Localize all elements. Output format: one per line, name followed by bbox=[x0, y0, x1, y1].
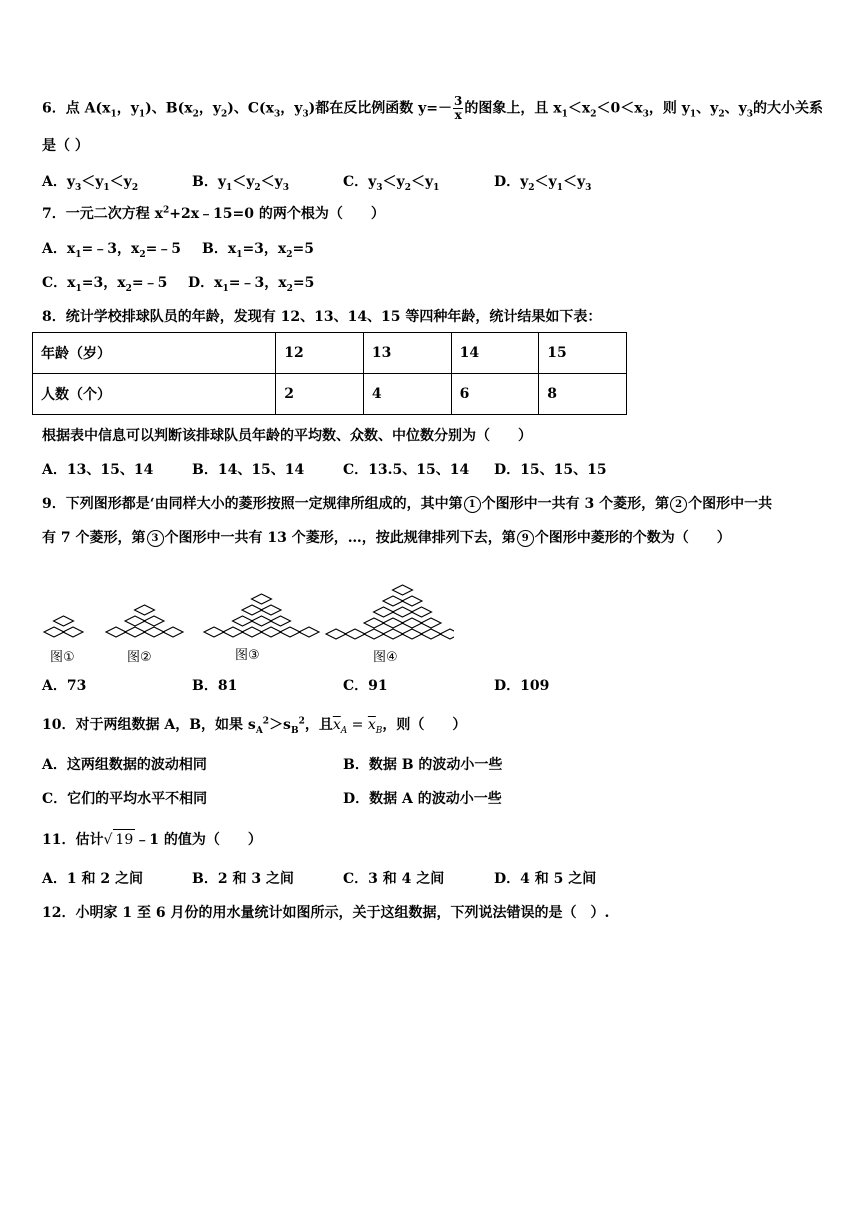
q6-option-b[interactable]: B．$y_1<y_2<y_3$ bbox=[192, 174, 290, 193]
q10-option-d[interactable]: D．数据 A 的波动小一些 bbox=[343, 791, 502, 807]
circled-number: 3 bbox=[147, 530, 164, 547]
rhombus-shape bbox=[402, 618, 422, 628]
q6-option-a[interactable]: A．$y_3<y_1<y_2$ bbox=[42, 174, 139, 193]
rhombus-shape bbox=[204, 627, 224, 637]
rhombus-shape bbox=[242, 627, 262, 637]
sqrt-icon: √ bbox=[103, 832, 113, 848]
rhombus-shape bbox=[135, 605, 155, 615]
q9-option-a[interactable]: A．73 bbox=[42, 678, 87, 694]
q6-stem-line2: 是（ ） bbox=[42, 138, 89, 154]
rhombus-shape bbox=[252, 616, 272, 626]
mean-a: $\overline{x}$ bbox=[332, 717, 341, 733]
circled-number: 2 bbox=[670, 496, 687, 513]
q9-stem-line2: 有 7 个菱形，第 3 个图形中一共有 13 个菱形，…，按此规律排列下去，第 9 个图形中菱形的个数为（ ） bbox=[42, 530, 731, 546]
rhombus-shape bbox=[421, 629, 441, 639]
rhombus-shape bbox=[163, 627, 183, 637]
rhombus-shape bbox=[364, 629, 384, 639]
q9-stem: 9．下列图形都是‘由同样大小的菱形按照一定规律所组成的，其中第 1 个图形中一共有 3 个菱形，第 2 个图形中一共 bbox=[42, 496, 773, 512]
q8-option-a[interactable]: A．13、15、14 bbox=[42, 462, 154, 478]
rhombus-shape bbox=[299, 627, 319, 637]
rhombus-shape bbox=[280, 627, 300, 637]
rhombus-shape bbox=[393, 585, 413, 595]
q6-stem: 6．点 $A(x_1$，$y_1$)、$B(x_2$，$y_2$)、$C(x_3$，$y_3$)都在反比例函数 y=－ $\frac{3}{x}$ 的图象上，且 $x_1<x_2<0<x_3$，则 $y_1$、$y_2$、$y_3$的大小关系 bbox=[42, 94, 823, 122]
table-row bbox=[33, 374, 627, 415]
q6-fraction: $\frac{3}{x}$ bbox=[454, 94, 463, 122]
rhombus-shape bbox=[412, 607, 432, 617]
q7-option-c[interactable]: C．$x_1=3$，$x_2=﹣5$ bbox=[42, 275, 168, 294]
rhombus-shape bbox=[326, 629, 346, 639]
rhombus-shape bbox=[233, 616, 253, 626]
rhombus-shape bbox=[44, 627, 64, 637]
table-row bbox=[33, 333, 627, 374]
table-cell: 年龄（岁） bbox=[33, 333, 276, 374]
q12-stem: 12．小明家 1 至 6 月份的用水量统计如图所示，关于这组数据，下列说法错误的是（ ）. bbox=[42, 905, 610, 921]
q10-stem: 10．对于两组数据 A，B，如果 $s_A^2>s_B^2$，且$\overline{x}_A = \overline{x}_B$，则（ ） bbox=[42, 716, 467, 736]
q9-option-c[interactable]: C．91 bbox=[343, 678, 388, 694]
age-table bbox=[32, 332, 627, 415]
q8-option-d[interactable]: D．15、15、15 bbox=[494, 462, 607, 478]
q10-option-a[interactable]: A．这两组数据的波动相同 bbox=[42, 757, 207, 773]
table-cell: 4 bbox=[363, 374, 451, 415]
figure-label: 图① bbox=[50, 650, 75, 665]
q7-option-a[interactable]: A．$x_1=﹣3$，$x_2=﹣5$ bbox=[42, 241, 182, 260]
table-cell: 12 bbox=[276, 333, 364, 374]
q11-option-b[interactable]: B．2 和 3 之间 bbox=[192, 871, 294, 887]
table-cell: 13 bbox=[363, 333, 451, 374]
q6-option-c[interactable]: C．$y_3<y_2<y_1$ bbox=[343, 174, 440, 193]
figure-label: 图④ bbox=[373, 650, 398, 665]
q8-question: 根据表中信息可以判断该排球队员年龄的平均数、众数、中位数分别为（ ） bbox=[42, 428, 532, 444]
rhombus-shape bbox=[374, 607, 394, 617]
rhombus-shape bbox=[125, 627, 145, 637]
q8-option-c[interactable]: C．13.5、15、14 bbox=[343, 462, 470, 478]
rhombus-shape bbox=[421, 618, 441, 628]
rhombus-shape bbox=[364, 618, 384, 628]
rhombus-shape bbox=[242, 605, 262, 615]
table-cell: 8 bbox=[539, 374, 627, 415]
rhombus-shape bbox=[144, 627, 164, 637]
q10-option-b[interactable]: B．数据 B 的波动小一些 bbox=[343, 757, 503, 773]
circled-number: 1 bbox=[464, 496, 481, 513]
q11-stem: 11．估计√ 19 ﹣1 的值为（ ） bbox=[42, 829, 262, 850]
rhombus-shape bbox=[383, 596, 403, 606]
table-cell: 14 bbox=[451, 333, 539, 374]
rhombus-shape bbox=[345, 629, 365, 639]
rhombus-shape bbox=[383, 618, 403, 628]
rhombus-shape bbox=[63, 627, 83, 637]
rhombus-shape bbox=[223, 627, 243, 637]
q8-stem: 8．统计学校排球队员的年龄，发现有 12、13、14、15 等四种年龄，统计结果如下表： bbox=[42, 309, 602, 325]
table-cell: 人数（个） bbox=[33, 374, 276, 415]
table-cell: 2 bbox=[276, 374, 364, 415]
q11-option-d[interactable]: D．4 和 5 之间 bbox=[494, 871, 597, 887]
rhombus-shape bbox=[271, 616, 291, 626]
radicand: 19 bbox=[113, 829, 135, 850]
rhombus-shape bbox=[106, 627, 126, 637]
rhombus-shape bbox=[261, 605, 281, 615]
rhombus-shape bbox=[144, 616, 164, 626]
rhombus-shape bbox=[252, 594, 272, 604]
circled-number: 9 bbox=[517, 530, 534, 547]
figure-label: 图③ bbox=[235, 648, 260, 663]
mean-b: $\overline{x}$ bbox=[367, 717, 376, 733]
q8-option-b[interactable]: B．14、15、14 bbox=[192, 462, 305, 478]
q10-option-c[interactable]: C．它们的平均水平不相同 bbox=[42, 791, 208, 807]
q6-option-d[interactable]: D．$y_2<y_1<y_3$ bbox=[494, 174, 592, 193]
rhombus-shape bbox=[402, 596, 422, 606]
rhombus-shape bbox=[402, 629, 422, 639]
rhombus-shape bbox=[261, 627, 281, 637]
q7-option-d[interactable]: D．$x_1=﹣3$，$x_2=5$ bbox=[188, 275, 315, 294]
q6-number: 6． bbox=[42, 100, 66, 117]
q7-option-b[interactable]: B．$x_1=3$，$x_2=5$ bbox=[202, 241, 315, 260]
table-cell: 6 bbox=[451, 374, 539, 415]
figure-label: 图② bbox=[127, 650, 152, 665]
q7-stem: 7．一元二次方程 $x^2+2x﹣15=0$ 的两个根为（ ） bbox=[42, 205, 385, 222]
rhombus-shape bbox=[393, 607, 413, 617]
rhombus-shape bbox=[125, 616, 145, 626]
q9-option-d[interactable]: D．109 bbox=[494, 678, 550, 694]
q9-option-b[interactable]: B．81 bbox=[192, 678, 238, 694]
rhombus-pattern-figure bbox=[40, 558, 454, 666]
rhombus-shape bbox=[383, 629, 403, 639]
table-cell: 15 bbox=[539, 333, 627, 374]
q11-option-a[interactable]: A．1 和 2 之间 bbox=[42, 871, 143, 887]
q11-option-c[interactable]: C．3 和 4 之间 bbox=[343, 871, 445, 887]
rhombus-shape bbox=[54, 616, 74, 626]
